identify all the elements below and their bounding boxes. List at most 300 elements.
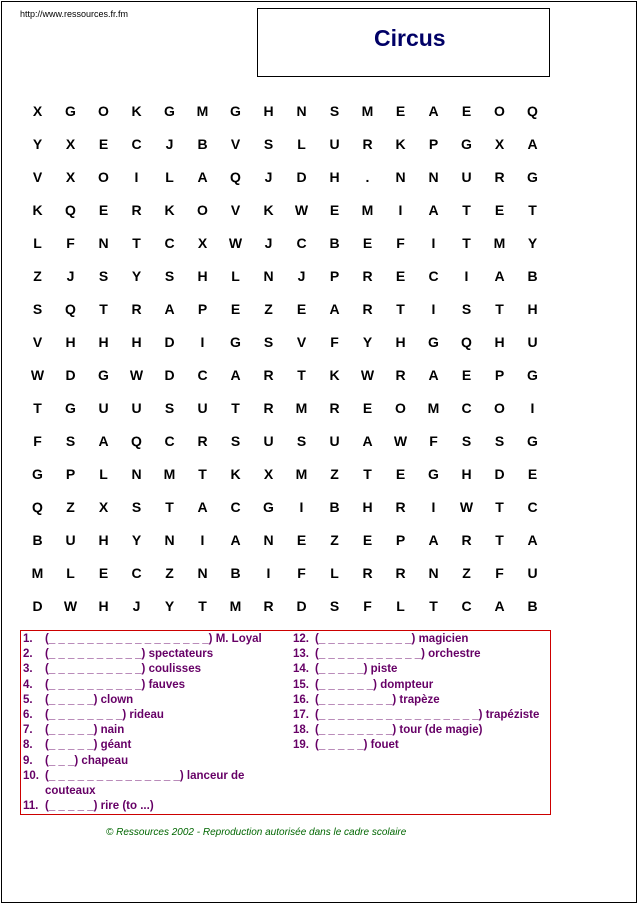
grid-cell: R [395,564,406,581]
grid-cell: K [32,201,43,218]
grid-cell: A [197,168,208,185]
grid-cell: N [197,564,208,581]
grid-cell: C [296,234,307,251]
grid-cell: C [428,267,439,284]
grid-cell: M [229,597,242,614]
grid-cell: F [363,597,372,614]
clue-text: (_ _ _) chapeau [45,754,129,767]
grid-cell: Y [131,531,142,548]
grid-cell: E [362,234,373,251]
grid-cell: F [66,234,75,251]
grid-cell: A [494,597,505,614]
grid-cell: Q [461,333,472,350]
clue-text: (_ _ _ _ _ _) dompteur [315,678,434,691]
grid-cell: L [231,267,240,284]
grid-cell: S [65,432,76,449]
grid-cell: E [395,267,406,284]
grid-cell: G [428,333,439,350]
grid-cell: I [200,333,205,350]
grid-cell: E [362,531,373,548]
grid-cell: M [361,201,374,218]
grid-cell: N [263,267,274,284]
clue-number: 2. [23,648,33,661]
grid-cell: W [393,432,408,449]
grid-cell: A [197,498,208,515]
grid-cell: T [297,366,306,383]
grid-cell: G [164,102,175,119]
grid-cell: X [197,234,208,251]
grid-cell: L [33,234,42,251]
grid-cell: S [164,399,175,416]
grid-cell: A [164,300,175,317]
clue-text: (_ _ _ _ _ _ _ _ _ _ _ _ _ _ _ _ _) M. Loyal [45,633,262,645]
grid-cell: O [395,399,406,416]
clue-text: (_ _ _ _ _ _ _ _ _ _ _ _ _ _ _ _ _) trapéziste [315,709,540,721]
grid-cell: P [428,135,439,152]
grid-cell: D [164,333,175,350]
grid-cell: L [396,597,405,614]
grid-cell: I [431,498,436,515]
grid-cell: S [98,267,109,284]
grid-cell: A [428,102,439,119]
clue-number: 16. [293,693,309,706]
grid-cell: S [131,498,142,515]
grid-cell: K [329,366,340,383]
clue-number: 5. [23,693,33,706]
grid-cell: U [65,531,76,548]
grid-cell: N [395,168,406,185]
grid-cell: X [263,465,274,482]
grid-cell: Q [65,201,76,218]
grid-cell: E [461,366,472,383]
clue-text: (_ _ _ _ _) clown [45,693,134,706]
grid-cell: G [230,333,241,350]
grid-cell: Q [527,102,538,119]
grid-cell: M [163,465,176,482]
grid-cell: S [32,300,43,317]
grid-cell: D [32,597,43,614]
clue-number: 4. [23,678,33,691]
grid-cell: F [33,432,42,449]
grid-cell: A [230,366,241,383]
grid-cell: V [296,333,307,350]
grid-cell: U [197,399,208,416]
grid-cell: S [461,432,472,449]
grid-cell: W [129,366,144,383]
page-title: Circus [374,25,446,51]
word-search-grid [21,94,549,622]
grid-cell: T [462,234,471,251]
grid-cell: D [494,465,505,482]
grid-cell: J [165,135,174,152]
grid-cell: S [329,102,340,119]
grid-cell: S [296,432,307,449]
grid-cell: M [196,102,209,119]
grid-cell: U [527,564,538,581]
grid-cell: X [98,498,109,515]
grid-cell: E [395,102,406,119]
clue-number: 15. [293,678,309,691]
grid-cell: F [495,564,504,581]
grid-cell: E [230,300,241,317]
grid-cell: O [98,168,109,185]
grid-cell: I [431,300,436,317]
grid-cell: E [329,201,340,218]
grid-cell: C [461,597,472,614]
site-url[interactable]: http://www.ressources.fr.fm [20,9,129,19]
grid-cell: V [32,168,43,185]
grid-cell: M [361,102,374,119]
grid-cell: M [295,465,308,482]
grid-cell: N [428,564,439,581]
clue-number: 1. [23,633,33,645]
grid-cell: S [164,267,175,284]
grid-cell: G [527,168,538,185]
grid-cell: T [33,399,42,416]
grid-cell: H [197,267,208,284]
grid-cell: B [197,135,208,152]
grid-cell: J [297,267,306,284]
grid-cell: T [528,201,537,218]
grid-cell: T [363,465,372,482]
grid-cell: H [98,531,109,548]
grid-cell: E [296,300,307,317]
grid-cell: A [494,267,505,284]
grid-cell: T [429,597,438,614]
grid-cell: T [99,300,108,317]
grid-cell: T [495,498,504,515]
clue-text: (_ _ _ _ _ _ _ _ _ _ _) orchestre [315,648,481,661]
grid-cell: P [494,366,505,383]
grid-cell: B [527,597,538,614]
grid-cell: N [428,168,439,185]
grid-cell: H [65,333,76,350]
grid-cell: Z [264,300,273,317]
clue-text: (_ _ _ _ _ _ _ _ _ _) magicien [315,633,469,645]
grid-cell: X [65,168,76,185]
grid-cell: A [428,531,439,548]
clue-text: (_ _ _ _ _ _ _ _ _ _) fauves [45,678,186,691]
grid-cell: Q [65,300,76,317]
grid-cell: R [395,366,406,383]
grid-cell: I [266,564,271,581]
grid-cell: C [527,498,538,515]
grid-cell: L [66,564,75,581]
grid-cell: G [230,102,241,119]
grid-cell: R [362,267,373,284]
grid-cell: T [198,597,207,614]
clue-number: 8. [23,739,33,752]
grid-cell: E [362,399,373,416]
grid-cell: G [65,399,76,416]
grid-cell: C [197,366,208,383]
grid-cell: P [329,267,340,284]
clue-text: (_ _ _ _ _) géant [45,739,132,752]
grid-cell: A [362,432,373,449]
grid-cell: A [527,531,538,548]
grid-cell: A [329,300,340,317]
grid-cell: O [197,201,208,218]
grid-cell: U [461,168,472,185]
grid-cell: T [462,201,471,218]
clue-text: (_ _ _ _ _) nain [45,724,125,737]
grid-cell: R [362,564,373,581]
grid-cell: G [98,366,109,383]
grid-cell: G [32,465,43,482]
clue-text: (_ _ _ _ _ _ _ _) trapèze [315,693,440,706]
grid-cell: . [365,168,370,185]
grid-cell: R [263,399,274,416]
clue-number: 11. [23,800,39,813]
grid-cell: C [230,498,241,515]
grid-cell: P [197,300,208,317]
clue-text: (_ _ _ _ _) rire (to ...) [45,800,154,813]
grid-cell: S [230,432,241,449]
grid-cell: Z [33,267,42,284]
grid-cell: U [98,399,109,416]
grid-cell: B [32,531,43,548]
grid-cell: X [32,102,43,119]
grid-cell: V [32,333,43,350]
grid-cell: W [360,366,375,383]
grid-cell: A [230,531,241,548]
grid-cell: R [461,531,472,548]
grid-cell: Q [131,432,142,449]
grid-cell: R [362,300,373,317]
clue-number: 6. [23,709,33,721]
grid-cell: Y [362,333,373,350]
grid-cell: W [294,201,309,218]
grid-cell: R [263,366,274,383]
grid-cell: J [264,234,273,251]
grid-cell: S [263,333,274,350]
grid-cell: T [396,300,405,317]
grid-cell: K [263,201,274,218]
grid-cell: P [65,465,76,482]
clue-text: (_ _ _ _ _ _ _ _ _ _) spectateurs [45,648,214,661]
grid-cell: D [65,366,76,383]
grid-cell: L [297,135,306,152]
grid-cell: W [459,498,474,515]
grid-cell: T [198,465,207,482]
grid-cell: I [134,168,139,185]
grid-cell: V [230,201,241,218]
grid-cell: N [296,102,307,119]
grid-cell: W [30,366,45,383]
grid-cell: T [495,531,504,548]
grid-cell: I [464,267,469,284]
grid-cell: G [527,432,538,449]
grid-cell: Z [165,564,174,581]
clue-text: (_ _ _ _ _ _ _ _) rideau [45,709,164,721]
grid-cell: F [429,432,438,449]
grid-cell: X [65,135,76,152]
grid-cell: M [295,399,308,416]
grid-cell: B [527,267,538,284]
grid-cell: K [164,201,175,218]
grid-cell: G [263,498,274,515]
clue-number: 3. [23,663,33,676]
grid-cell: H [98,597,109,614]
grid-cell: D [296,597,307,614]
grid-cell: K [230,465,241,482]
grid-cell: C [461,399,472,416]
grid-cell: P [395,531,406,548]
clue-text: (_ _ _ _ _ _ _ _) tour (de magie) [315,724,483,737]
grid-cell: R [131,300,142,317]
grid-cell: C [131,564,142,581]
clue-number: 17. [293,709,309,721]
grid-cell: Z [330,531,339,548]
grid-cell: T [132,234,141,251]
grid-cell: A [98,432,109,449]
grid-cell: Y [131,267,142,284]
grid-cell: E [494,201,505,218]
grid-cell: N [131,465,142,482]
grid-cell: R [395,498,406,515]
grid-cell: R [494,168,505,185]
grid-cell: U [131,399,142,416]
grid-cell: U [263,432,274,449]
grid-cell: A [428,201,439,218]
grid-cell: O [494,102,505,119]
grid-cell: T [165,498,174,515]
grid-cell: U [527,333,538,350]
grid-cell: H [527,300,538,317]
grid-cell: I [299,498,304,515]
grid-cell: Q [32,498,43,515]
clue-number: 18. [293,724,309,737]
grid-cell: R [362,135,373,152]
grid-cell: G [428,465,439,482]
grid-cell: W [228,234,243,251]
grid-cell: Z [462,564,471,581]
grid-cell: L [99,465,108,482]
grid-cell: U [329,135,340,152]
grid-cell: S [263,135,274,152]
grid-cell: J [132,597,141,614]
grid-cell: Y [527,234,538,251]
grid-cell: H [494,333,505,350]
grid-cell: I [530,399,535,416]
grid-cell: E [98,564,109,581]
grid-cell: H [131,333,142,350]
grid-cell: C [164,234,175,251]
clue-text: (_ _ _ _ _) piste [315,663,398,676]
grid-cell: H [461,465,472,482]
grid-cell: E [98,201,109,218]
grid-cell: V [230,135,241,152]
grid-cell: R [263,597,274,614]
grid-cell: U [329,432,340,449]
grid-cell: E [98,135,109,152]
grid-cell: A [527,135,538,152]
grid-cell: T [495,300,504,317]
grid-cell: E [395,465,406,482]
clue-number: 14. [293,663,309,676]
grid-cell: S [461,300,472,317]
grid-cell: D [296,168,307,185]
grid-cell: E [296,531,307,548]
grid-cell: S [329,597,340,614]
clue-number: 10. [23,769,39,782]
clue-number: 9. [23,754,33,767]
grid-cell: I [398,201,403,218]
grid-cell: J [66,267,75,284]
grid-cell: H [98,333,109,350]
clue-number: 19. [293,739,309,752]
grid-cell: R [329,399,340,416]
grid-cell: J [264,168,273,185]
grid-cell: L [330,564,339,581]
grid-cell: N [98,234,109,251]
title-box [257,8,550,77]
grid-cell: B [230,564,241,581]
grid-cell: H [362,498,373,515]
grid-cell: C [164,432,175,449]
clue-number: 12. [293,633,309,645]
grid-cell: N [263,531,274,548]
clue-text: couteaux [45,785,96,797]
grid-cell: T [231,399,240,416]
clue-number: 7. [23,724,33,737]
grid-cell: O [494,399,505,416]
grid-cell: O [98,102,109,119]
clue-number: 13. [293,648,309,661]
grid-cell: B [329,498,340,515]
grid-cell: F [396,234,405,251]
grid-cell: M [31,564,44,581]
grid-cell: X [494,135,505,152]
grid-cell: H [395,333,406,350]
grid-cell: Q [230,168,241,185]
grid-cell: H [263,102,274,119]
grid-cell: F [330,333,339,350]
grid-cell: F [297,564,306,581]
grid-cell: S [494,432,505,449]
grid-cell: A [428,366,439,383]
grid-cell: G [527,366,538,383]
grid-cell: K [395,135,406,152]
grid-cell: D [164,366,175,383]
grid-cell: L [165,168,174,185]
grid-cell: G [461,135,472,152]
grid-cell: Y [164,597,175,614]
grid-cell: I [200,531,205,548]
grid-cell: Z [330,465,339,482]
clue-text: (_ _ _ _ _) fouet [315,739,399,752]
grid-cell: Y [32,135,43,152]
clue-text: (_ _ _ _ _ _ _ _ _ _) coulisses [45,663,201,676]
grid-cell: Z [66,498,75,515]
footer-copyright: © Ressources 2002 - Reproduction autorisée dans le cadre scolaire [106,827,407,838]
grid-cell: H [329,168,340,185]
grid-cell: E [461,102,472,119]
grid-cell: N [164,531,175,548]
grid-cell: R [131,201,142,218]
clue-text: (_ _ _ _ _ _ _ _ _ _ _ _ _ _) lanceur de [45,769,245,782]
grid-cell: C [131,135,142,152]
grid-cell: I [431,234,436,251]
grid-cell: B [329,234,340,251]
grid-cell: M [427,399,440,416]
grid-cell: K [131,102,142,119]
grid-cell: R [197,432,208,449]
grid-cell: G [65,102,76,119]
grid-cell: M [493,234,506,251]
grid-cell: E [527,465,538,482]
grid-cell: W [63,597,78,614]
